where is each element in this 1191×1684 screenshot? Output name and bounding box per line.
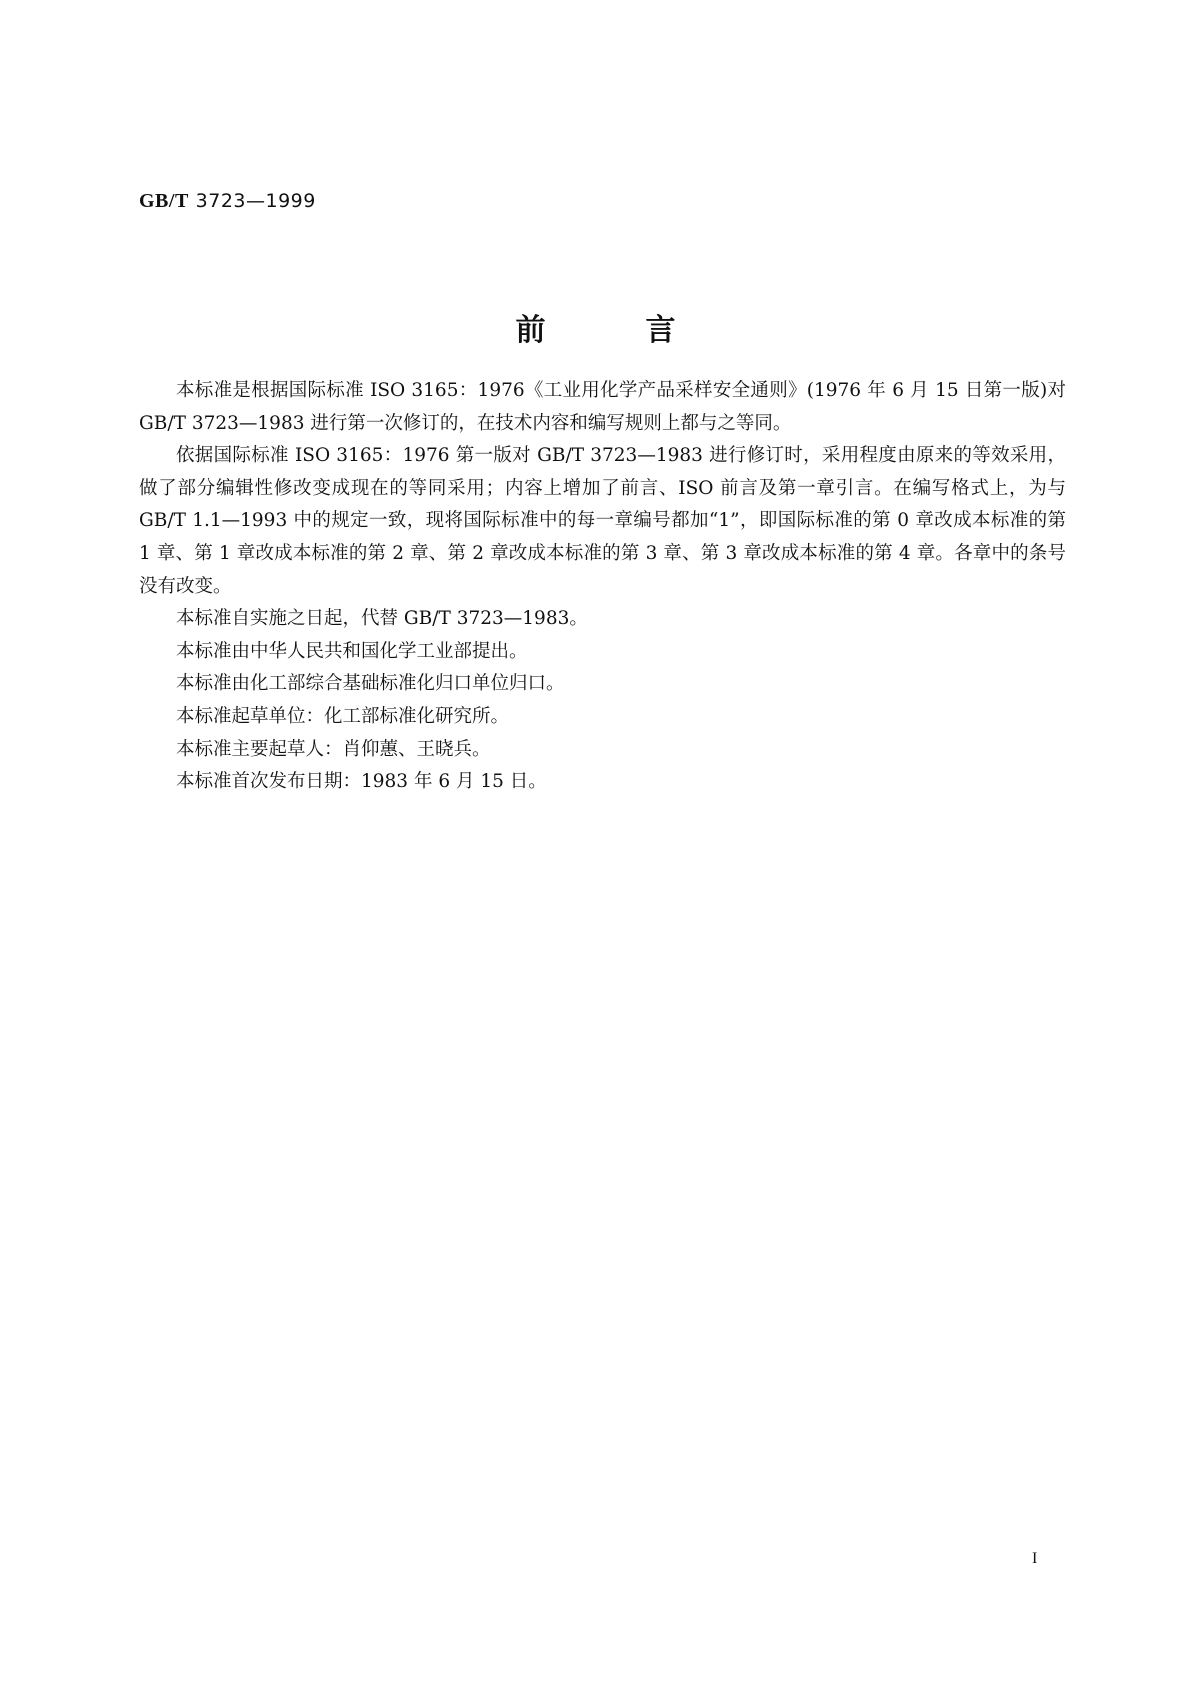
standard-prefix: GB/T	[139, 190, 189, 212]
paragraph: 本标准起草单位：化工部标准化研究所。	[176, 705, 510, 727]
paragraph: 依据国际标准 ISO 3165：1976 第一版对 GB/T 3723—1983 进行修订时，采用程度由原来的等效采用，做了部分编辑性修改变成现在的等同采用；内容上增加了前言、ISO 前言及第一章引言。在编写格式上，为与 GB/T 1.1—1993 中的规定一致，现将国际标准中的每一章编号都加“1”，即国际标准的第 0 章改成本标准的第 1 章、第 1 章改成本标准的第 2 章、第 2 章改成本标准的第 3 章、第 3 章改成本标准的第 4 章。各章中的条号没有改变。	[139, 445, 1066, 597]
page-number: I	[1032, 1550, 1038, 1567]
standard-code	[139, 188, 316, 213]
foreword-body	[139, 375, 1066, 799]
page-title: 前言	[515, 313, 776, 348]
paragraph: 本标准自实施之日起，代替 GB/T 3723—1983。	[176, 608, 588, 630]
paragraph: 本标准是根据国际标准 ISO 3165：1976《工业用化学产品采样安全通则》(1976 年 6 月 15 日第一版)对 GB/T 3723—1983 进行第一次修订的，在技术内容和编写规则上都与之等同。	[139, 380, 1066, 434]
paragraph: 本标准主要起草人：肖仰蕙、王晓兵。	[176, 738, 491, 760]
paragraph: 本标准由中华人民共和国化学工业部提出。	[176, 640, 528, 662]
paragraph: 本标准由化工部综合基础标准化归口单位归口。	[176, 673, 565, 695]
paragraph: 本标准首次发布日期：1983 年 6 月 15 日。	[176, 771, 547, 793]
standard-number: 3723—1999	[195, 190, 316, 212]
